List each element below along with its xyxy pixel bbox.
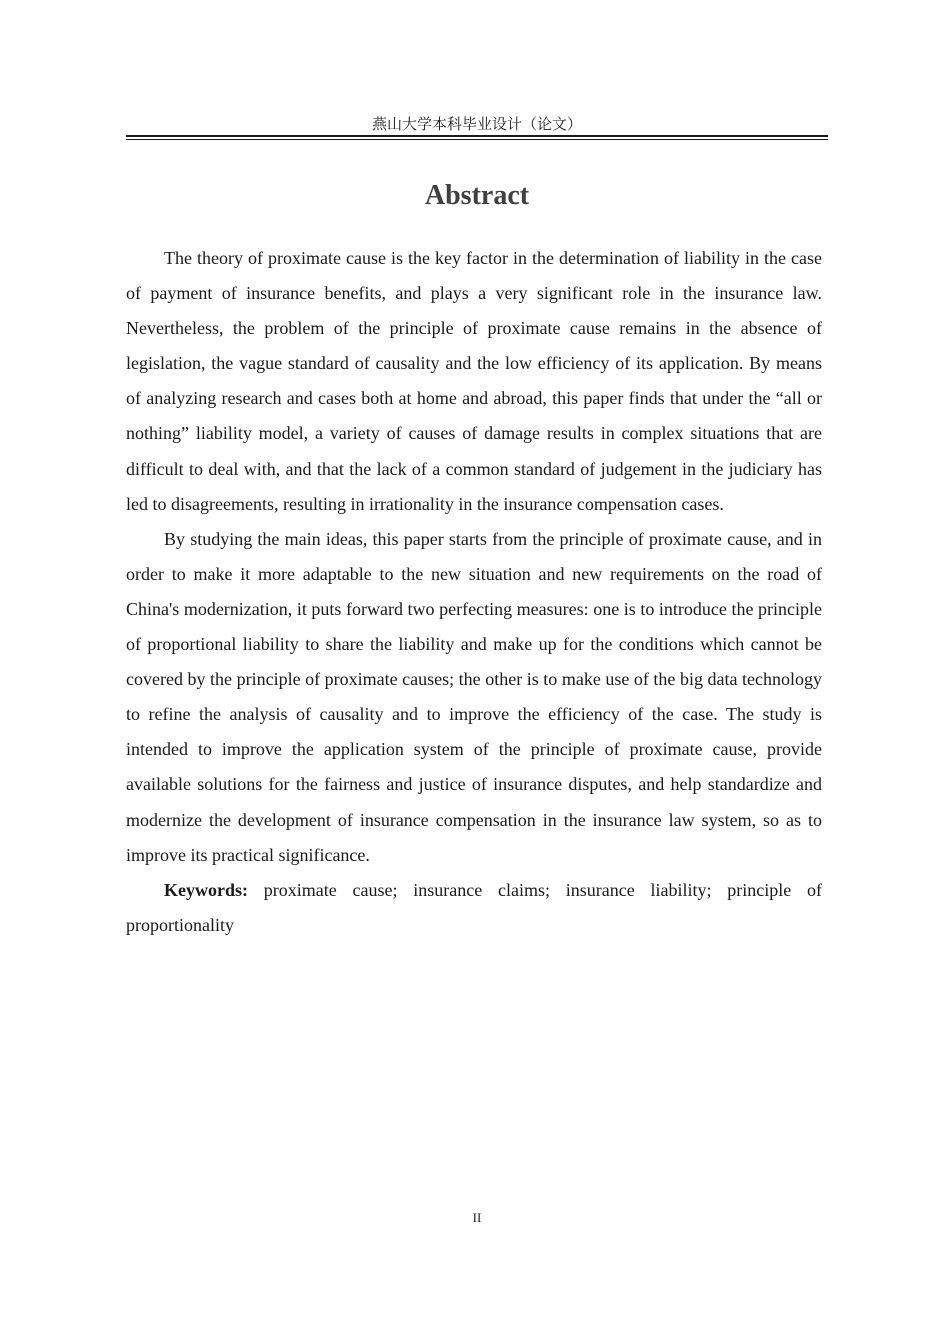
header-rule-thin: [126, 139, 828, 140]
keywords-text: proximate cause; insurance claims; insurance liability; principle of proportionality: [126, 879, 823, 935]
keywords-label: Keywords:: [164, 879, 248, 900]
abstract-paragraph-1: The theory of proximate cause is the key factor in the determination of liability in the case of payment of insurance benefits, and plays a very significant role in the insurance law. Nevertheless, the problem of the principle of proximate cause remains in the absence of legislation, the vague standard of causality and the low efficiency of its application. By means of analyzing research and cases both at home and abroad, this paper finds that under the “all or nothing” liability model, a variety of causes of damage results in complex situations that are difficult to deal with, and that the lack of a common standard of judgement in the judiciary has led to disagreements, resulting in irrationality in the insurance compensation cases.: [126, 248, 822, 514]
running-header: 燕山大学本科毕业设计（论文）: [371, 115, 582, 133]
abstract-title: Abstract: [424, 180, 530, 211]
abstract-paragraph-2: By studying the main ideas, this paper starts from the principle of proximate cause, and in order to make it more adaptable to the new situation and new requirements on the road of China's modernization, it puts forward two perfecting measures: one is to introduce the principle of proportional liability to share the liability and make up for the conditions which cannot be covered by the principle of proximate causes; the other is to make use of the big data technology to refine the analysis of causality and to improve the efficiency of the case. The study is intended to improve the application system of the principle of proximate cause, provide available solutions for the fairness and justice of insurance disputes, and help standardize and modernize the development of insurance compensation in the insurance law system, so as to improve its practical significance.: [126, 528, 822, 865]
page-number: II: [472, 1210, 482, 1225]
header-rule-thick: [126, 135, 828, 137]
abstract-body: [126, 241, 822, 943]
keywords-line: [126, 873, 822, 943]
